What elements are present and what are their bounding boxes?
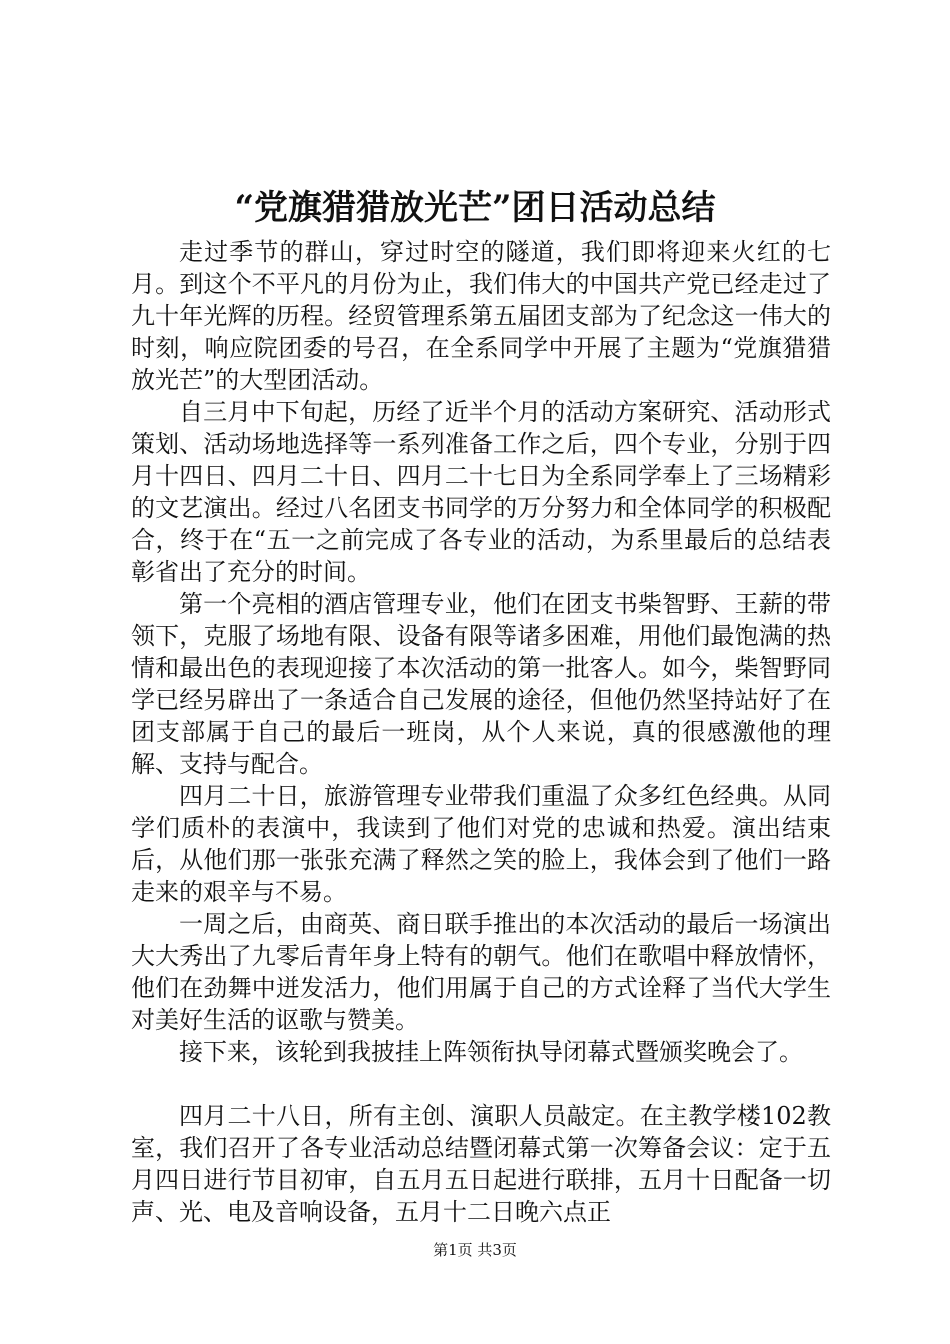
paragraph: 四月二十日，旅游管理专业带我们重温了众多红色经典。从同学们质朴的表演中，我读到了他们对党的忠诚和热爱。演出结束后，从他们那一张张充满了释然之笑的脸上，我体会到了他们一路走来的艰辛与不易。 — [131, 782, 831, 906]
paragraph: 一周之后，由商英、商日联手推出的本次活动的最后一场演出大大秀出了九零后青年身上特有的朝气。他们在歌唱中释放情怀，他们在劲舞中迸发活力，他们用属于自己的方式诠释了当代大学生对美好生活的讴歌与赞美。 — [131, 910, 831, 1034]
page-number-footer: 第1页 共3页 — [433, 1241, 517, 1259]
paragraph: 接下来，该轮到我披挂上阵领衔执导闭幕式暨颁奖晚会了。 — [179, 1038, 803, 1066]
document-title: “党旗猎猎放光芒”团日活动总结 — [234, 188, 716, 228]
paragraph: 四月二十八日，所有主创、演职人员敲定。在主教学楼102教室，我们召开了各专业活动总结暨闭幕式第一次筹备会议：定于五月四日进行节目初审，自五月五日起进行联排，五月十日配备一切声、光、电及音响设备，五月十二日晚六点正 — [131, 1102, 831, 1226]
paragraph: 走过季节的群山，穿过时空的隧道，我们即将迎来火红的七月。到这个不平凡的月份为止，我们伟大的中国共产党已经走过了九十年光辉的历程。经贸管理系第五届团支部为了纪念这一伟大的时刻，响应院团委的号召，在全系同学中开展了主题为“党旗猎猎放光芒”的大型团活动。 — [131, 238, 831, 394]
paragraph: 自三月中下旬起，历经了近半个月的活动方案研究、活动形式策划、活动场地选择等一系列准备工作之后，四个专业，分别于四月十四日、四月二十日、四月二十七日为全系同学奉上了三场精彩的文艺演出。经过八名团支书同学的万分努力和全体同学的积极配合，终于在“五一之前完成了各专业的活动，为系里最后的总结表彰省出了充分的时间。 — [131, 398, 831, 586]
document-body — [131, 236, 831, 1228]
paragraph: 第一个亮相的酒店管理专业，他们在团支书柴智野、王薪的带领下，克服了场地有限、设备有限等诸多困难，用他们最饱满的热情和最出色的表现迎接了本次活动的第一批客人。如今，柴智野同学已经另辟出了一条适合自己发展的途径，但他仍然坚持站好了在团支部属于自己的最后一班岗，从个人来说，真的很感激他的理解、支持与配合。 — [131, 590, 831, 778]
